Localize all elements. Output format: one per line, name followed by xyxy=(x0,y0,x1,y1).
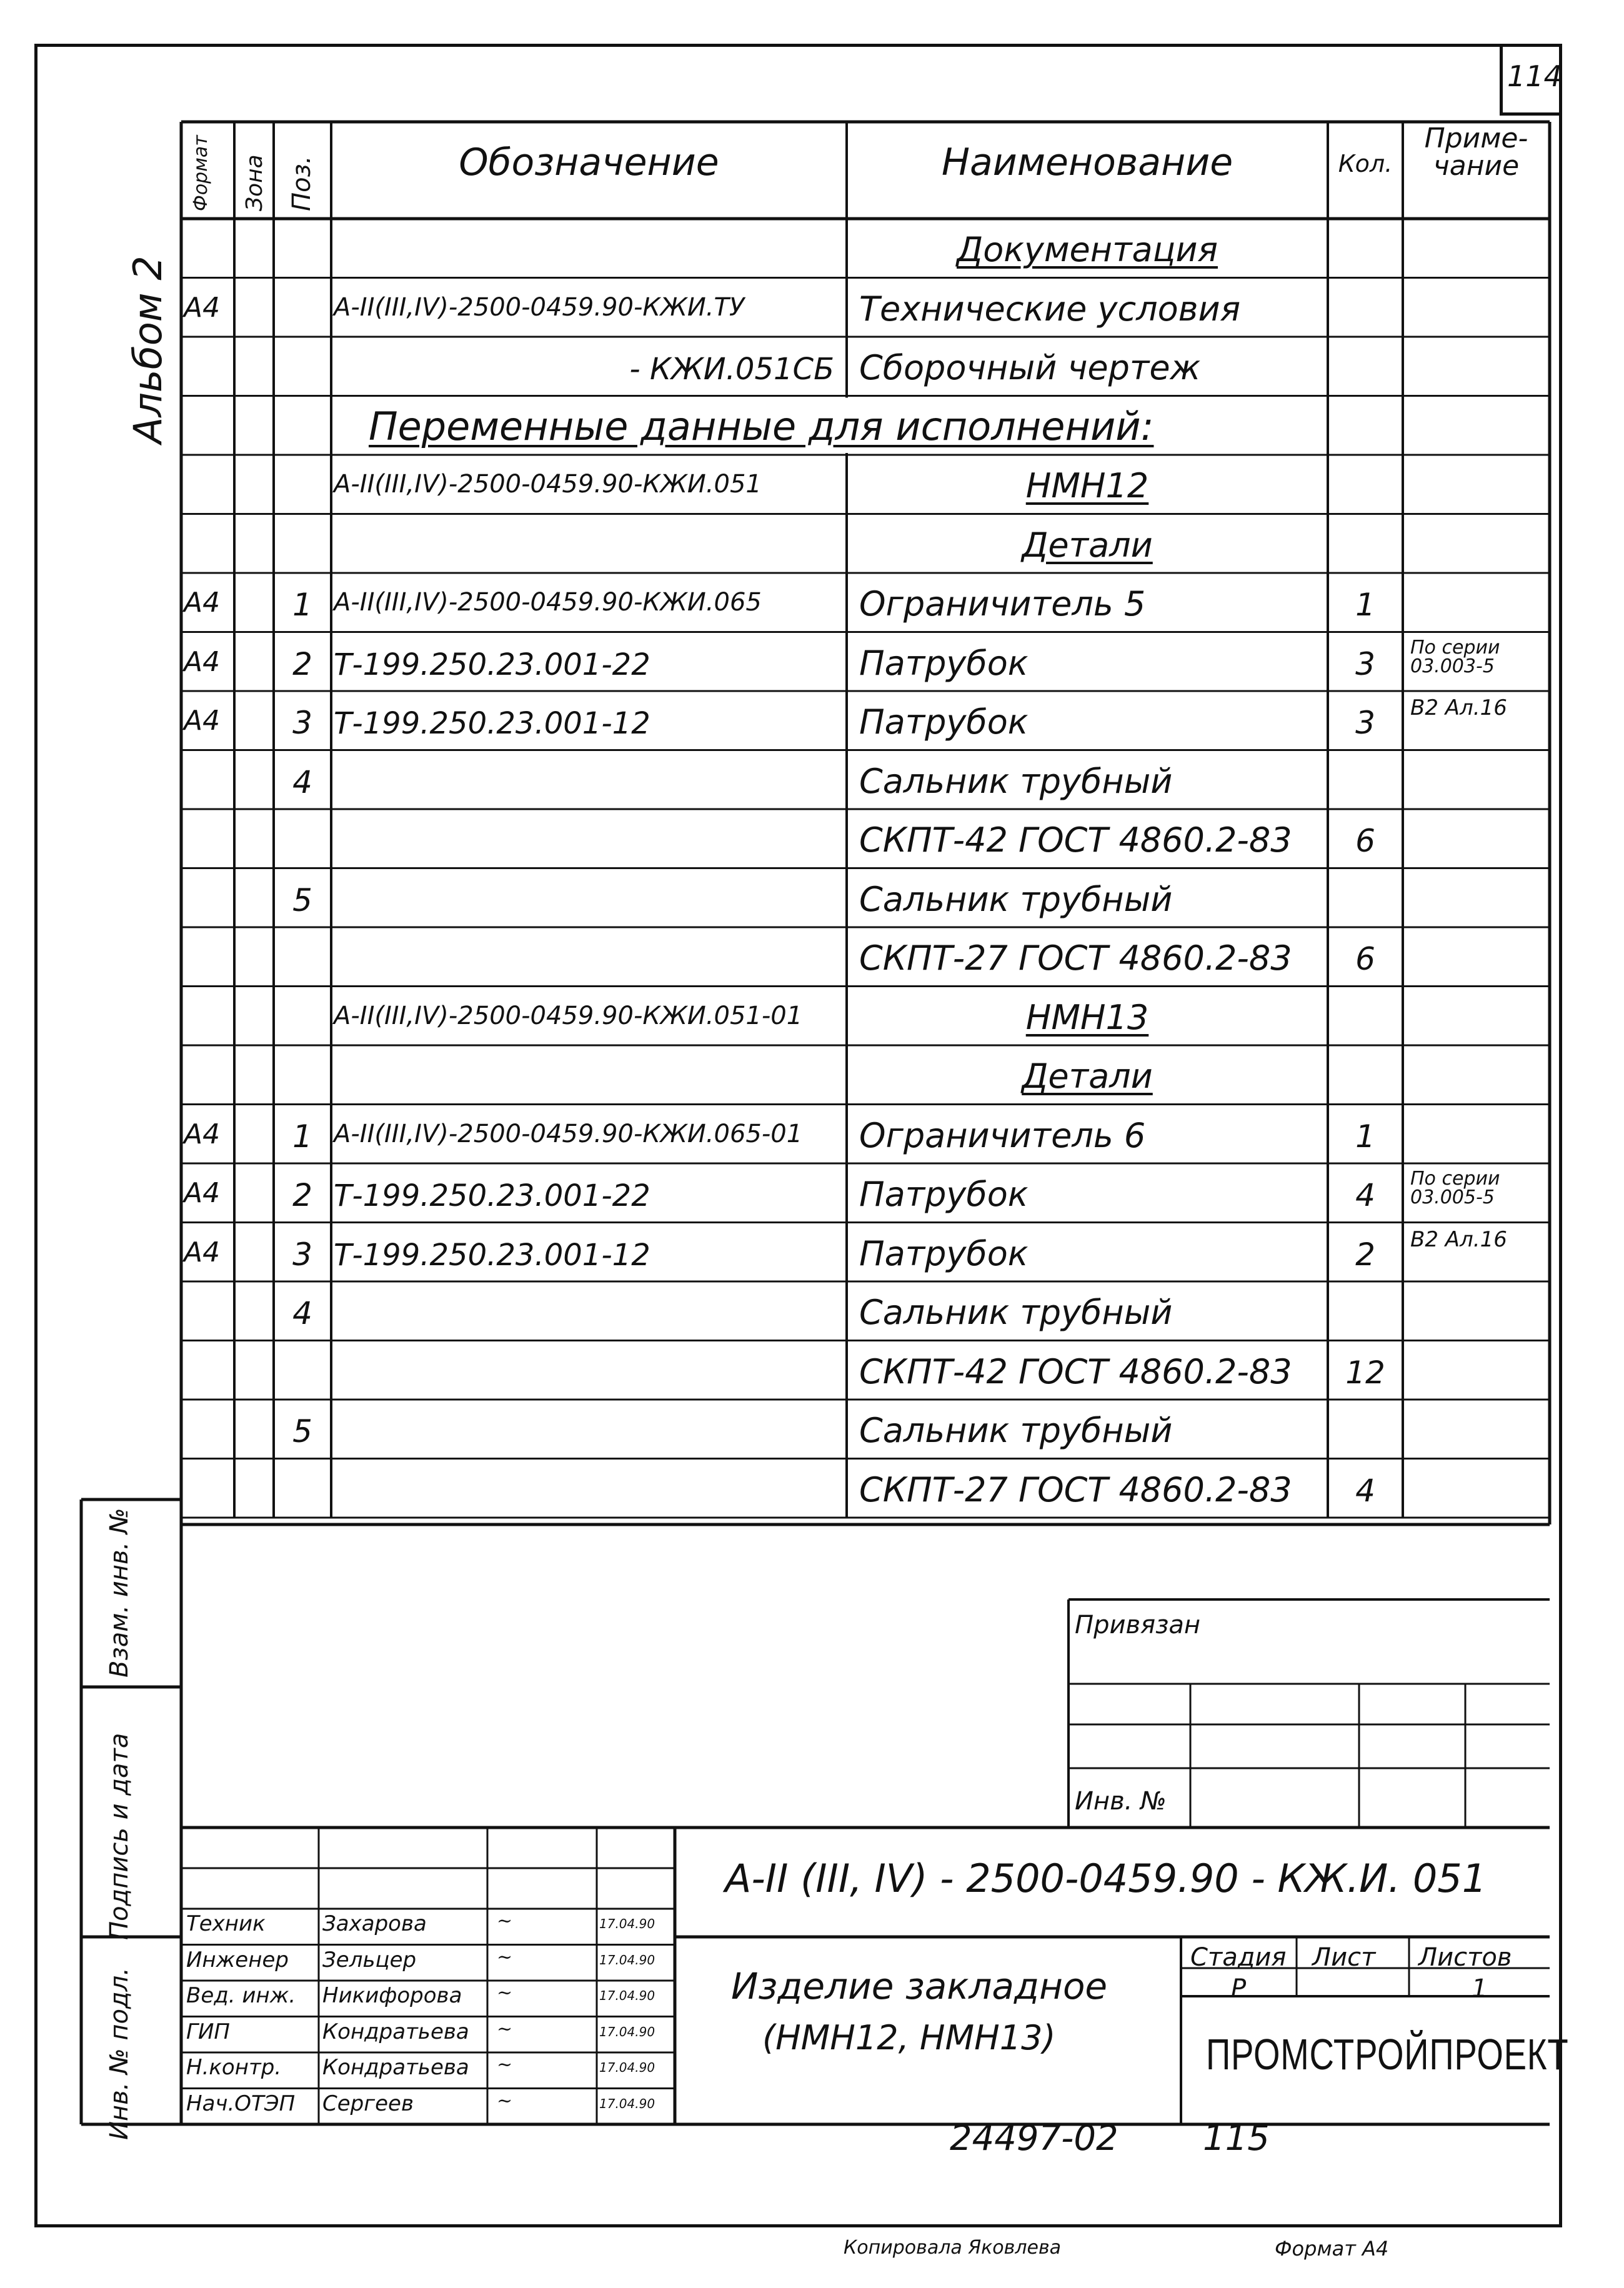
signer-name: Сергеев xyxy=(322,2091,414,2116)
row-name: Сальник трубный xyxy=(859,761,1173,801)
row-name: Патрубок xyxy=(859,643,1029,683)
row-qty: 2 xyxy=(1355,1236,1375,1273)
row-position: 3 xyxy=(292,1236,312,1273)
bottom-page: 115 xyxy=(1203,2118,1270,2159)
signature-mark: ~ xyxy=(497,2054,513,2076)
signer-name: Никифорова xyxy=(322,1983,462,2008)
podpis-data-label: Подпись и дата xyxy=(105,1733,134,1940)
row-name: НМН12 xyxy=(1025,466,1149,505)
row-name: СКПТ-42 ГОСТ 4860.2-83 xyxy=(859,1351,1292,1391)
header-designation: Обозначение xyxy=(459,141,719,184)
row-name: НМН13 xyxy=(1025,997,1149,1037)
row-note: В2 Ал.16 xyxy=(1410,695,1507,720)
vzam-inv-label: Взам. инв. № xyxy=(105,1508,134,1678)
signer-role: Вед. инж. xyxy=(186,1983,296,2008)
stage-label: Стадия xyxy=(1190,1943,1287,1972)
signer-role: Нач.ОТЭП xyxy=(186,2091,296,2116)
signer-date: 17.04.90 xyxy=(599,1916,655,1931)
row-designation: Т-199.250.23.001-22 xyxy=(334,647,650,682)
row-name: Сальник трубный xyxy=(859,879,1173,919)
row-format: А4 xyxy=(184,1177,221,1209)
row-name: СКПТ-27 ГОСТ 4860.2-83 xyxy=(859,938,1292,978)
header-qty: Кол. xyxy=(1338,150,1393,177)
row-name: Технические условия xyxy=(859,289,1241,329)
format-label: Формат А4 xyxy=(1275,2237,1389,2261)
row-name: Патрубок xyxy=(859,1233,1029,1273)
header-vertical-label: Формат xyxy=(190,135,212,211)
row-name: СКПТ-27 ГОСТ 4860.2-83 xyxy=(859,1470,1292,1510)
signer-role: ГИП xyxy=(186,2019,230,2044)
row-qty: 3 xyxy=(1355,645,1375,682)
row-note: В2 Ал.16 xyxy=(1410,1226,1507,1252)
row-name: Сальник трубный xyxy=(859,1293,1173,1332)
row-qty: 6 xyxy=(1355,941,1375,977)
stage-value: Р xyxy=(1231,1974,1247,2003)
row-name: Детали xyxy=(1022,525,1153,565)
privyazan-title: Привязан xyxy=(1075,1611,1201,1639)
signer-name: Кондратьева xyxy=(322,2055,469,2080)
signature-mark: ~ xyxy=(497,2017,513,2040)
row-format: А4 xyxy=(184,291,221,324)
row-qty: 3 xyxy=(1355,705,1375,741)
row-designation: А-II(III,IV)-2500-0459.90-КЖИ.065 xyxy=(334,588,762,617)
row-name: СКПТ-42 ГОСТ 4860.2-83 xyxy=(859,820,1292,860)
row-designation: - КЖИ.051СБ xyxy=(629,352,834,387)
row-qty: 1 xyxy=(1355,1118,1375,1155)
row-name: Документация xyxy=(957,230,1218,269)
signature-mark: ~ xyxy=(497,1982,513,2004)
signer-role: Н.контр. xyxy=(186,2055,282,2080)
product-name-line1: Изделие закладное xyxy=(731,1965,1108,2007)
signature-mark: ~ xyxy=(497,1910,513,1932)
row-name: Сборочный чертеж xyxy=(859,348,1201,387)
row-position: 2 xyxy=(292,1177,312,1213)
bottom-number: 24497-02 xyxy=(950,2118,1118,2159)
sheet-label: Лист xyxy=(1312,1943,1376,1972)
row-note: По серии 03.003-5 xyxy=(1410,636,1500,677)
row-name: Ограничитель 6 xyxy=(859,1115,1146,1155)
organization-name: ПРОМСТРОЙПРОЕКТ xyxy=(1206,2030,1569,2079)
row-format: А4 xyxy=(184,587,221,619)
signer-date: 17.04.90 xyxy=(599,2024,655,2039)
row-position: 5 xyxy=(292,882,312,918)
product-name-line2: (НМН12, НМН13) xyxy=(762,2018,1056,2057)
row-qty: 4 xyxy=(1355,1177,1375,1213)
row-designation: А-II(III,IV)-2500-0459.90-КЖИ.051 xyxy=(334,470,762,499)
privyazan-inv: Инв. № xyxy=(1075,1787,1167,1816)
album-label: Альбом 2 xyxy=(125,256,171,444)
sheet-number: 114 xyxy=(1507,59,1562,93)
row-qty: 6 xyxy=(1355,823,1375,859)
header-vertical-label: Поз. xyxy=(287,156,316,211)
row-format: А4 xyxy=(184,1118,221,1150)
row-position: 4 xyxy=(292,1295,312,1331)
row-designation: А-II(III,IV)-2500-0459.90-КЖИ.051-01 xyxy=(334,1001,803,1030)
row-name: Патрубок xyxy=(859,1175,1029,1214)
row-format: А4 xyxy=(184,645,221,678)
row-designation: А-II(III,IV)-2500-0459.90-КЖИ.ТУ xyxy=(334,292,745,322)
row-note: По серии 03.005-5 xyxy=(1410,1168,1500,1208)
document-code: А-II (III, IV) - 2500-0459.90 - КЖ.И. 051 xyxy=(725,1856,1487,1901)
row-format: А4 xyxy=(184,705,221,737)
row-position: 1 xyxy=(292,587,312,623)
signature-mark: ~ xyxy=(497,1946,513,1968)
row-designation: Т-199.250.23.001-22 xyxy=(334,1178,650,1213)
header-name: Наименование xyxy=(941,141,1233,184)
row-position: 1 xyxy=(292,1118,312,1155)
row-name: Патрубок xyxy=(859,702,1029,742)
signer-date: 17.04.90 xyxy=(599,1952,655,1967)
row-format: А4 xyxy=(184,1236,221,1268)
signer-role: Техник xyxy=(186,1911,266,1936)
row-position: 3 xyxy=(292,705,312,741)
signer-name: Зельцер xyxy=(322,1947,417,1972)
signer-name: Захарова xyxy=(322,1911,427,1936)
row-qty: 1 xyxy=(1355,587,1375,623)
row-name: Сальник трубный xyxy=(859,1411,1173,1450)
header-note: Приме- чание xyxy=(1424,122,1528,182)
signer-name: Кондратьева xyxy=(322,2019,469,2044)
sheets-label: Листов xyxy=(1418,1943,1512,1972)
row-designation: Т-199.250.23.001-12 xyxy=(334,1237,650,1273)
row-span-heading: Переменные данные для исполнений: xyxy=(369,403,1154,449)
inv-podl-label: Инв. № подл. xyxy=(105,1967,134,2140)
row-qty: 12 xyxy=(1345,1354,1385,1391)
row-qty: 4 xyxy=(1355,1472,1375,1509)
signer-date: 17.04.90 xyxy=(599,2096,655,2111)
signature-mark: ~ xyxy=(497,2089,513,2112)
signer-date: 17.04.90 xyxy=(599,2060,655,2075)
row-designation: Т-199.250.23.001-12 xyxy=(334,706,650,741)
signer-date: 17.04.90 xyxy=(599,1988,655,2003)
row-name: Детали xyxy=(1022,1057,1153,1096)
copied-by: Копировала Яковлева xyxy=(844,2237,1062,2259)
row-position: 4 xyxy=(292,763,312,800)
header-vertical-label: Зона xyxy=(242,154,267,211)
row-position: 2 xyxy=(292,645,312,682)
row-designation: А-II(III,IV)-2500-0459.90-КЖИ.065-01 xyxy=(334,1119,803,1148)
sheets-value: 1 xyxy=(1472,1974,1488,2003)
row-position: 5 xyxy=(292,1413,312,1450)
row-name: Ограничитель 5 xyxy=(859,584,1146,624)
signer-role: Инженер xyxy=(186,1947,289,1972)
